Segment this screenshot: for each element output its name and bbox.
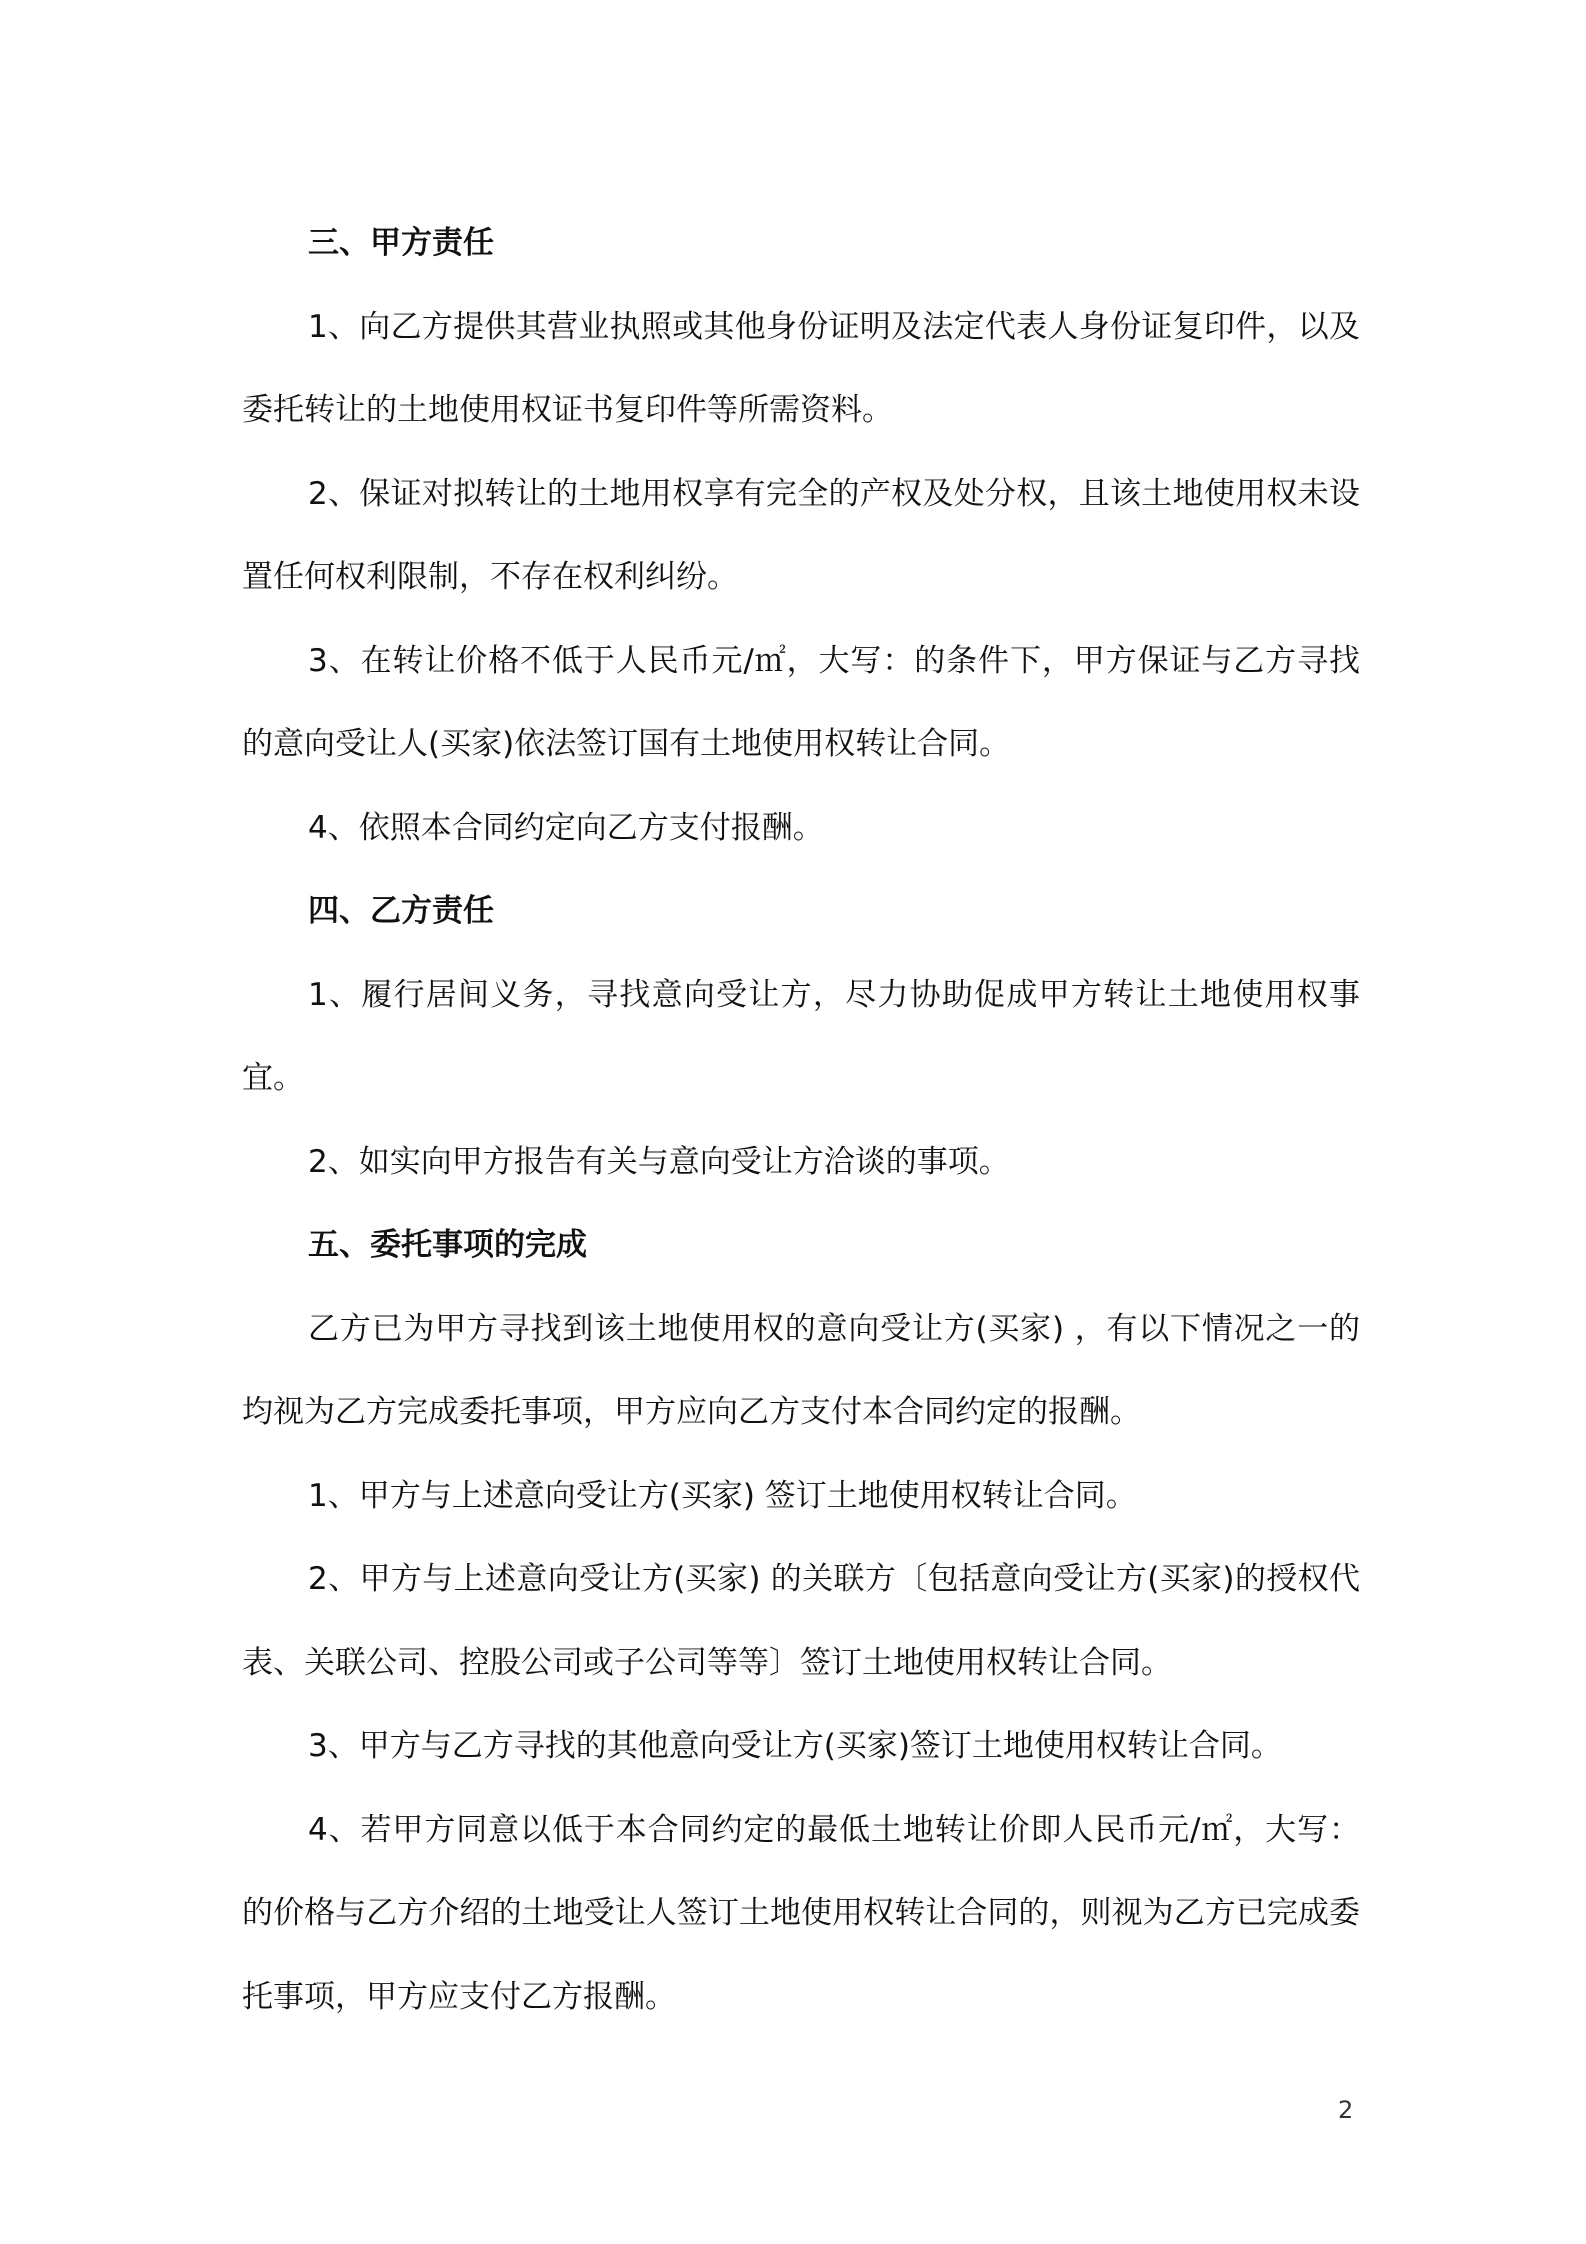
paragraph: 2、如实向甲方报告有关与意向受让方洽谈的事项。 (308, 1143, 1010, 1180)
paragraph: 1、向乙方提供其营业执照或其他身份证明及法定代表人身份证复印件，以及委托转让的土地使用权证书复印件等所需资料。 (242, 308, 1360, 428)
paragraph: 1、履行居间义务，寻找意向受让方，尽力协助促成甲方转让土地使用权事宜。 (242, 976, 1360, 1096)
paragraph: 3、甲方与乙方寻找的其他意向受让方(买家)签订土地使用权转让合同。 (308, 1728, 1282, 1764)
paragraph: 1、甲方与上述意向受让方(买家) 签订土地使用权转让合同。 (308, 1477, 1137, 1514)
paragraph: 乙方已为甲方寻找到该土地使用权的意向受让方(买家) ，有以下情况之一的均视为乙方完成委托事项，甲方应向乙方支付本合同约定的报酬。 (242, 1310, 1360, 1430)
paragraph: 4、若甲方同意以低于本合同约定的最低土地转让价即人民币元/㎡，大写：的价格与乙方介绍的土地受让人签订土地使用权转让合同的，则视为乙方已完成委托事项，甲方应支付乙方报酬。 (242, 1811, 1360, 2015)
page-number: 2 (1338, 2096, 1354, 2124)
section-heading-completion: 五、委托事项的完成 (308, 1227, 587, 1263)
paragraph: 2、甲方与上述意向受让方(买家) 的关联方〔包括意向受让方(买家)的授权代表、关联公司、控股公司或子公司等等〕签订土地使用权转让合同。 (242, 1561, 1360, 1681)
section-heading-party-a-duties: 三、甲方责任 (308, 225, 494, 261)
paragraph: 4、依照本合同约定向乙方支付报酬。 (308, 809, 824, 846)
section-heading-party-b-duties: 四、乙方责任 (308, 893, 494, 929)
paragraph: 2、保证对拟转让的土地用权享有完全的产权及处分权，且该土地使用权未设置任何权利限制，不存在权利纠纷。 (242, 475, 1360, 595)
document-body (242, 202, 1360, 2039)
paragraph: 3、在转让价格不低于人民币元/㎡，大写：的条件下，甲方保证与乙方寻找的意向受让人(买家)依法签订国有土地使用权转让合同。 (242, 642, 1360, 762)
